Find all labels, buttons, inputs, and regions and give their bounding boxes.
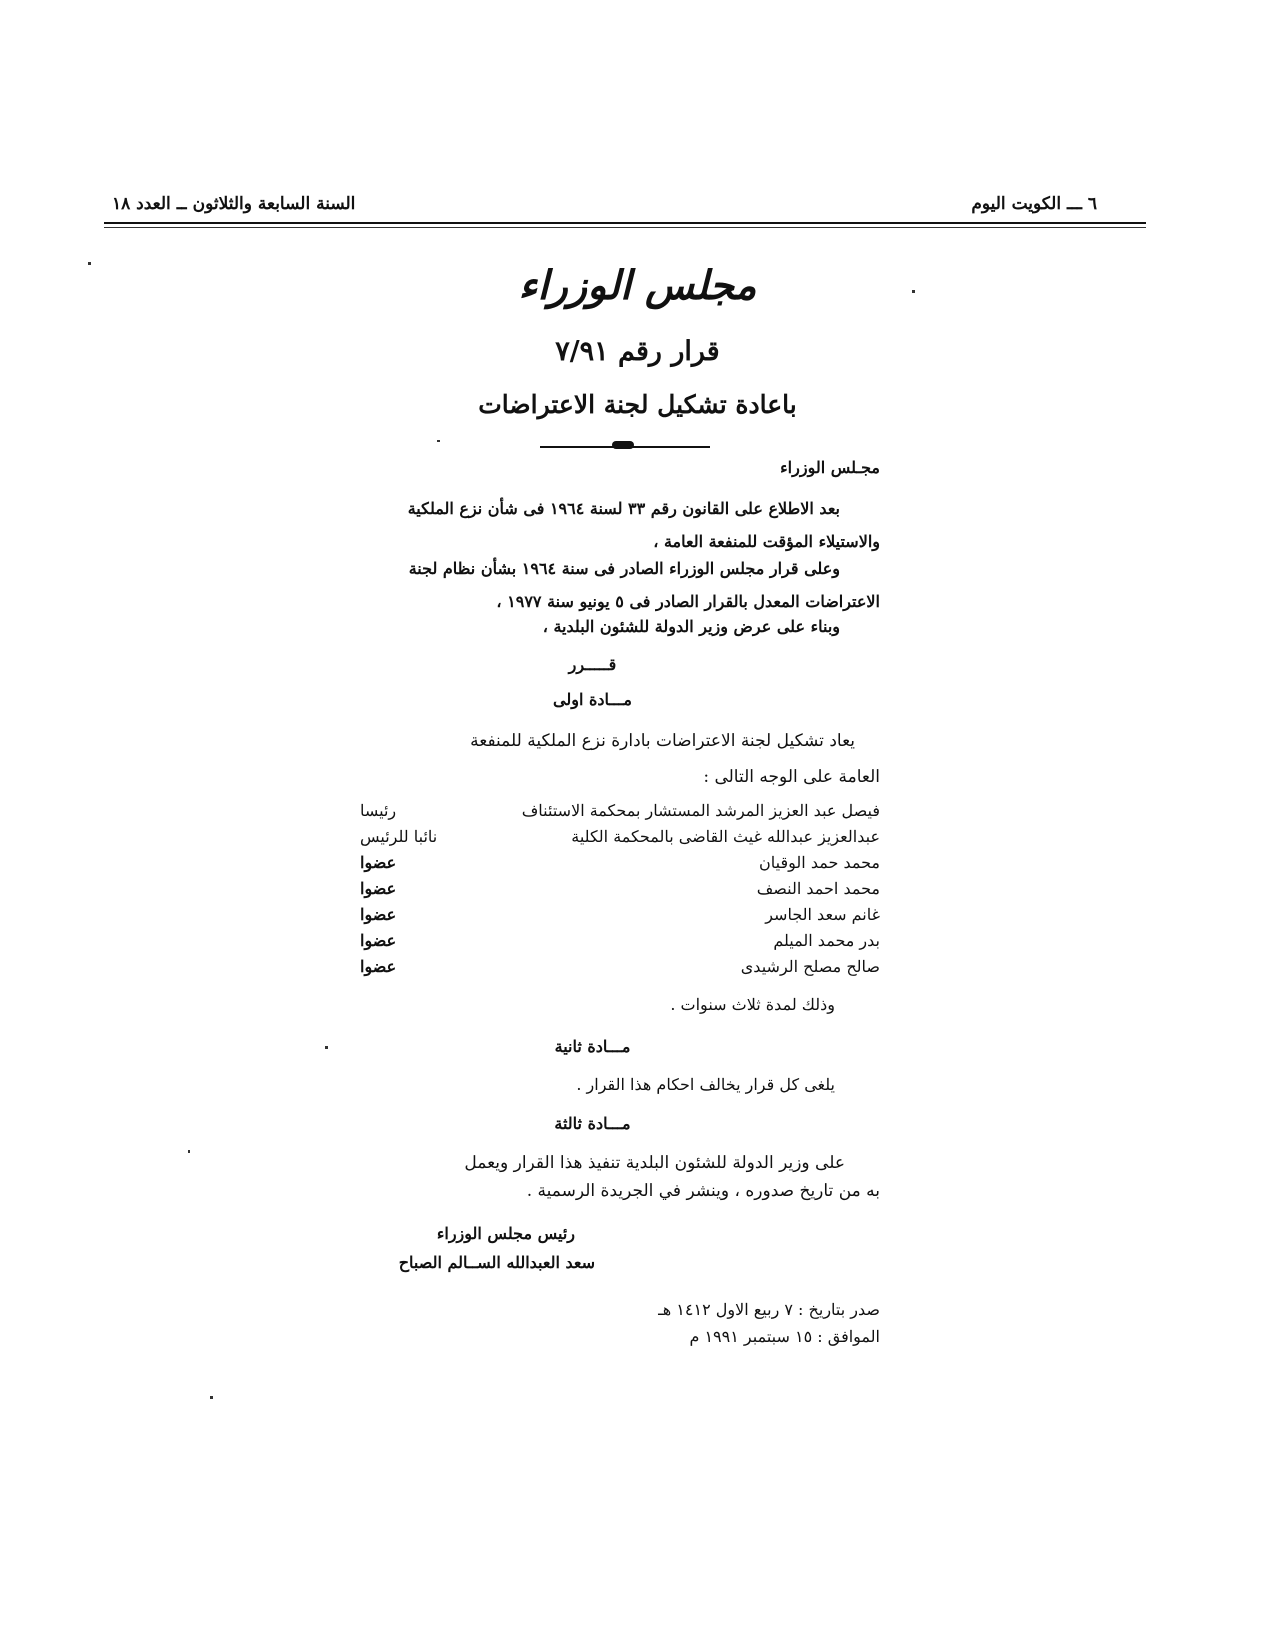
member-role: عضوا	[360, 905, 397, 924]
scan-speck	[210, 1396, 213, 1399]
member-role: عضوا	[360, 931, 397, 950]
scan-speck	[912, 290, 915, 293]
authority-title: مجلس الوزراء	[518, 262, 757, 309]
article-1-text-1: يعاد تشكيل لجنة الاعتراضات بادارة نزع الملكية للمنفعة	[470, 731, 855, 751]
scan-speck	[88, 262, 91, 265]
member-role: عضوا	[360, 879, 397, 898]
member-name: فيصل عبد العزيز المرشد المستشار بمحكمة الاستئناف	[521, 801, 880, 820]
signatory-name: سعد العبدالله الســالم الصباح	[398, 1253, 595, 1272]
article-1-heading: مـــادة اولى	[553, 690, 632, 709]
scan-speck	[325, 1046, 328, 1049]
member-name: غانم سعد الجاسر	[765, 905, 880, 924]
member-role: رئيسا	[360, 801, 397, 820]
member-row	[360, 827, 880, 853]
signatory-title: رئيس مجلس الوزراء	[436, 1224, 575, 1243]
issuer: مجـلس الوزراء	[780, 458, 880, 477]
issue-reference: السنة السابعة والثلاثون ــ العدد ١٨	[112, 194, 356, 214]
member-row	[360, 905, 880, 931]
article-1-text-2: العامة على الوجه التالى :	[703, 767, 880, 787]
preamble-1: بعد الاطلاع على القانون رقم ٣٣ لسنة ١٩٦٤ فى شأن نزع الملكية والاستيلاء المؤقت للمنفعة العامة ،	[407, 499, 880, 551]
header-rule	[104, 222, 1146, 224]
member-role: عضوا	[360, 853, 397, 872]
scan-speck	[188, 1150, 190, 1153]
article-2-heading: مـــادة ثانية	[554, 1037, 631, 1056]
scan-speck	[437, 440, 440, 442]
issued-date: صدر بتاريخ : ٧ ربيع الاول ١٤١٢ هـ	[658, 1300, 880, 1319]
member-name: بدر محمد الميلم	[773, 931, 880, 950]
member-name: صالح مصلح الرشيدى	[740, 957, 880, 976]
header-rule-thin	[104, 227, 1146, 228]
corresponding-date: الموافق : ١٥ سبتمبر ١٩٩١ م	[689, 1327, 880, 1346]
member-role: نائبا للرئيس	[360, 827, 438, 846]
article-3-text-1: على وزير الدولة للشئون البلدية تنفيذ هذا القرار ويعمل	[464, 1153, 845, 1173]
preamble-3: وبناء على عرض وزير الدولة للشئون البلدية ،	[542, 617, 840, 636]
decided-heading: قـــــرر	[568, 655, 617, 674]
member-row	[360, 853, 880, 879]
article-2-text: يلغى كل قرار يخالف احكام هذا القرار .	[576, 1075, 835, 1094]
page-reference: ٦ ـــ الكويت اليوم	[971, 194, 1097, 214]
member-name: عبدالعزيز عبدالله غيث القاضى بالمحكمة الكلية	[571, 827, 880, 846]
term-text: وذلك لمدة ثلاث سنوات .	[670, 995, 835, 1014]
decision-subject: باعادة تشكيل لجنة الاعتراضات	[478, 390, 797, 419]
article-3-text-2: به من تاريخ صدوره ، وينشر في الجريدة الرسمية .	[526, 1181, 880, 1201]
member-row	[360, 931, 880, 957]
member-role: عضوا	[360, 957, 397, 976]
member-row	[360, 879, 880, 905]
article-3-heading: مـــادة ثالثة	[554, 1114, 631, 1133]
decision-number: قرار رقم ٧/٩١	[555, 336, 720, 367]
member-name: محمد حمد الوقيان	[759, 853, 880, 872]
preamble-2: وعلى قرار مجلس الوزراء الصادر فى سنة ١٩٦٤ بشأن نظام لجنة الاعتراضات المعدل بالقرار الصادر فى ٥ يونيو سنة ١٩٧٧ ،	[408, 559, 880, 611]
member-row	[360, 801, 880, 827]
member-name: محمد احمد النصف	[756, 879, 880, 898]
title-ornament-center	[612, 441, 634, 449]
member-row	[360, 957, 880, 983]
